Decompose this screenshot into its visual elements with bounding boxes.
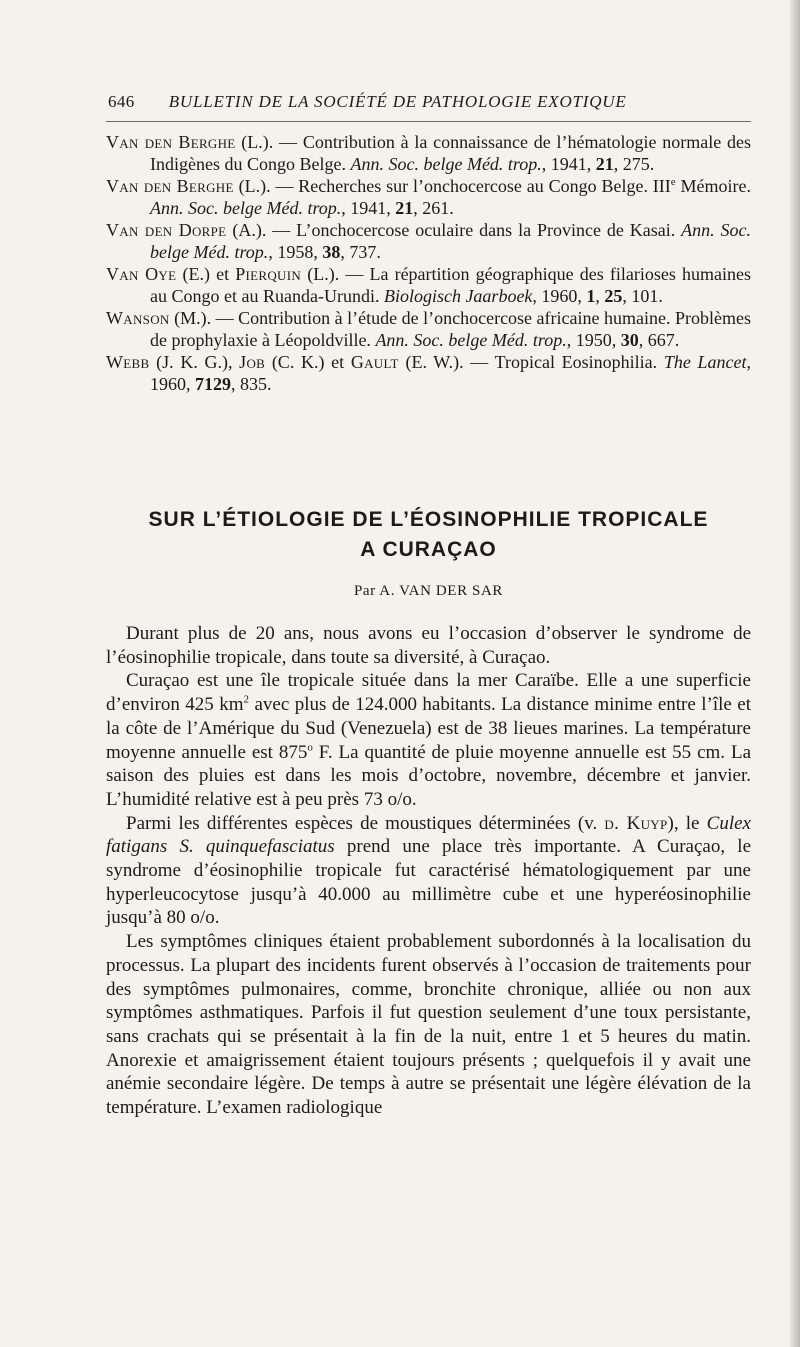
reference-item: Wanson (M.). — Contribution à l’étude de l’onchocercose africaine humaine. Problèmes de prophylaxie à Léopoldville. Ann. Soc. belge Méd. trop., 1950, 30, 667. bbox=[106, 308, 751, 350]
article-title-line2: A CURAÇAO bbox=[360, 538, 497, 561]
running-title: BULLETIN DE LA SOCIÉTÉ DE PATHOLOGIE EXOTIQUE bbox=[168, 92, 627, 111]
reference-item: Webb (J. K. G.), Job (C. K.) et Gault (E. W.). — Tropical Eosinophilia. The Lancet, 1960, 7129, 835. bbox=[106, 352, 751, 394]
running-header bbox=[108, 92, 748, 112]
article-title-line1: SUR L’ÉTIOLOGIE DE L’ÉOSINOPHILIE TROPICALE bbox=[148, 508, 709, 531]
paragraph: Parmi les différentes espèces de moustiques déterminées (v. d. Kuyp), le Culex fatigans S. quinquefasciatus prend une place très importante. A Curaçao, le syndrome d’éosinophilie tropicale fut caractérisé hématologiquement par une hyperleucocytose jusqu’à 40.000 au millimètre cube et une hyperéosinophilie jusqu’à 80 o/o. bbox=[106, 812, 751, 929]
reference-item: Van Oye (E.) et Pierquin (L.). — La répartition géographique des filarioses humaines au Congo et au Ruanda-Urundi. Biologisch Jaarboek, 1960, 1, 25, 101. bbox=[106, 264, 751, 306]
paragraph: Curaçao est une île tropicale située dans la mer Caraïbe. Elle a une superficie d’environ 425 $km^2$ avec plus de 124.000 habitants. La distance minime entre l’île et la côte de l’Amérique du Sud (Venezuela) est de 38 lieues marines. La température moyenne annuelle est 875$^o$ F. La quantité de pluie moyenne annuelle est 55 cm. La saison des pluies est dans les mois d’octobre, novembre, décembre et janvier. L’humidité relative est à peu près 73 o/o. bbox=[106, 670, 751, 810]
reference-list bbox=[106, 132, 751, 396]
paragraph: Durant plus de 20 ans, nous avons eu l’occasion d’observer le syndrome de l’éosinophilie tropicale, dans toute sa diversité, à Curaçao. bbox=[106, 623, 751, 668]
reference-item: Van den Berghe (L.). — Recherches sur l’onchocercose au Congo Belge. IIIe Mémoire. Ann. Soc. belge Méd. trop., 1941, 21, 261. bbox=[106, 176, 752, 218]
paragraph: Les symptômes cliniques étaient probablement subordonnés à la localisation du processus. La plupart des incidents furent observés à l’occasion de traitements pour des symptômes pulmonaires, comme, bronchite chronique, alliée ou non aux symptômes asthmatiques. Parfois il fut question seulement d’une toux persistante, sans crachats qui se présentait à la fin de la nuit, entre 1 et 5 heures du matin. Anorexie et amaigrissement étaient toujours présents ; quelquefois il y avait une anémie secondaire légère. De temps à autre se présentait une légère élévation de la température. L’examen radiologique bbox=[106, 931, 751, 1119]
article-body bbox=[106, 622, 751, 1120]
reference-item: Van den Berghe (L.). — Contribution à la connaissance de l’hématologie normale des Indigènes du Congo Belge. Ann. Soc. belge Méd. trop., 1941, 21, 275. bbox=[106, 132, 751, 174]
reference-item: Van den Dorpe (A.). — L’onchocercose oculaire dans la Province de Kasai. Ann. Soc. belge Méd. trop., 1958, 38, 737. bbox=[106, 220, 752, 262]
header-rule bbox=[106, 121, 751, 122]
article-byline: Par A. VAN DER SAR bbox=[353, 583, 504, 599]
page-number: 646 bbox=[108, 92, 135, 111]
page-edge-shadow bbox=[790, 0, 800, 1347]
